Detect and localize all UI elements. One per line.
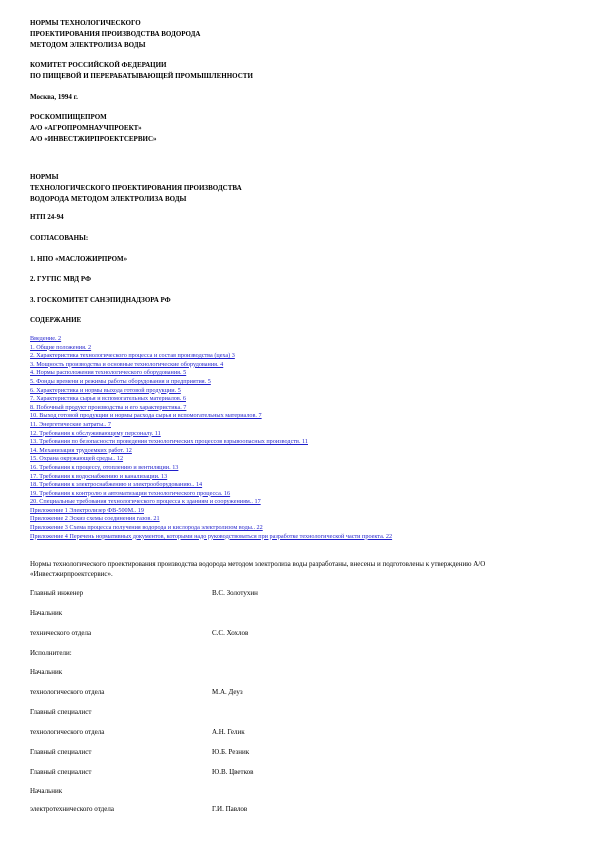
toc-link[interactable]: 8. Побочный продукт производства и его характеристика. 7 bbox=[30, 403, 187, 411]
org-line-1: РОСКОМПИЩЕПРОМ bbox=[30, 113, 107, 121]
toc-link[interactable]: 1. Общие положения. 2 bbox=[30, 343, 92, 351]
toc-link[interactable]: 16. Требования к процессу, отоплению и вентиляции. 13 bbox=[30, 463, 179, 471]
toc-link[interactable]: 4. Нормы расположения технологического оборудования. 5 bbox=[30, 369, 187, 377]
signature-row bbox=[30, 787, 62, 796]
toc-link[interactable]: 20. Специальные требования технологического процесса к зданиям и сооружениям.. 17 bbox=[30, 498, 261, 506]
agreed-heading: СОГЛАСОВАНЫ: bbox=[30, 234, 89, 242]
org-line-3: А/О «ИНВЕСТЖИРПРОЕКТСЕРВИС» bbox=[30, 135, 157, 143]
signature-role: технологического отдела bbox=[30, 688, 105, 696]
signature-row bbox=[30, 748, 250, 757]
signature-row bbox=[30, 688, 243, 697]
signature-name: В.С. Золотухин bbox=[212, 589, 258, 597]
toc-link[interactable]: 3. Мощность производства и основные технологические оборудования. 4 bbox=[30, 360, 224, 368]
intro-paragraph: Нормы технологического проектирования производства водорода методом электролиза воды разработаны, внесены и подготовлены к утверждению А/О «Инвестжирпроектсервис». bbox=[30, 560, 486, 578]
contents-heading: СОДЕРЖАНИЕ bbox=[30, 316, 82, 324]
agreed-item-3: 3. ГОСКОМИТЕТ САНЭПИДНАДЗОРА РФ bbox=[30, 296, 171, 304]
signature-name: С.С. Хохлов bbox=[212, 629, 249, 637]
signature-role: Исполнители: bbox=[30, 649, 72, 657]
signature-role: Начальник bbox=[30, 787, 63, 795]
toc-link[interactable]: 7. Характеристика сырья и вспомогательных материалов. 6 bbox=[30, 395, 186, 403]
signature-name: А.Н. Гелик bbox=[212, 728, 245, 736]
signature-name: Ю.В. Цветков bbox=[212, 768, 254, 776]
toc-link[interactable]: Приложение 3 Схема процесса получения водорода и кислорода электролизом воды.. 22 bbox=[30, 524, 263, 532]
signature-row bbox=[30, 609, 62, 618]
signature-row bbox=[30, 805, 248, 814]
title-line-2: ТЕХНОЛОГИЧЕСКОГО ПРОЕКТИРОВАНИЯ ПРОИЗВОДСТВА bbox=[30, 184, 242, 192]
toc-link[interactable]: 15. Охрана окружающей среды.. 12 bbox=[30, 455, 124, 463]
header-line-3: МЕТОДОМ ЭЛЕКТРОЛИЗА ВОДЫ bbox=[30, 41, 146, 49]
toc-link[interactable]: Введение. 2 bbox=[30, 335, 62, 342]
toc-link[interactable]: 11. Энергетические затраты.. 7 bbox=[30, 420, 111, 428]
toc-link[interactable]: 5. Фонды времени и режимы работы оборудования и предприятия. 5 bbox=[30, 377, 211, 385]
signature-role: электротехнического отдела bbox=[30, 805, 114, 813]
header-line-2: ПРОЕКТИРОВАНИЯ ПРОИЗВОДСТВА ВОДОРОДА bbox=[30, 30, 201, 38]
signature-role: Начальник bbox=[30, 609, 63, 617]
signature-row bbox=[30, 649, 72, 658]
toc-link[interactable]: 18. Требования к электроснабжению и электрооборудованию.. 14 bbox=[30, 481, 203, 489]
committee-line-1: КОМИТЕТ РОССИЙСКОЙ ФЕДЕРАЦИИ bbox=[30, 61, 167, 69]
toc-link[interactable]: 2. Характеристика технологического процесса и состав производства (цеха) 3 bbox=[30, 352, 235, 360]
signature-role: Главный инженер bbox=[30, 589, 84, 597]
toc-link[interactable]: 12. Требования к обслуживающему персоналу. 11 bbox=[30, 429, 161, 437]
toc-link[interactable]: Приложение 1 Электролизер ФВ-500М.. 19 bbox=[30, 506, 144, 514]
agreed-item-2: 2. ГУГПС МВД РФ bbox=[30, 275, 92, 283]
toc-link[interactable]: 10. Выход готовой продукции и нормы расхода сырья и вспомогательных материалов. 7 bbox=[30, 412, 262, 420]
signature-name: Г.И. Павлов bbox=[212, 805, 248, 813]
signature-role: Главный специалист bbox=[30, 768, 92, 776]
table-of-contents bbox=[30, 335, 392, 541]
org-line-2: А/О «АГРОПРОМНАУЧПРОЕКТ» bbox=[30, 124, 142, 132]
place-year: Москва, 1994 г. bbox=[30, 93, 78, 101]
toc-link[interactable]: 6. Характеристика и нормы выхода готовой продукции. 5 bbox=[30, 386, 181, 394]
signature-name: М.А. Деуз bbox=[212, 688, 243, 696]
document-code: НТП 24-94 bbox=[30, 213, 64, 221]
agreed-item-1: 1. НПО «МАСЛОЖИРПРОМ» bbox=[30, 255, 128, 263]
header-line-1: НОРМЫ ТЕХНОЛОГИЧЕСКОГО bbox=[30, 19, 141, 27]
signature-role: Главный специалист bbox=[30, 748, 92, 756]
toc-link[interactable]: Приложение 4 Перечень нормативных документов, которыми надо руководствоваться при разработке технологической части проекта. 22 bbox=[30, 532, 393, 540]
signature-row bbox=[30, 629, 249, 638]
toc-link[interactable]: 14. Механизация трудоемких работ. 12 bbox=[30, 446, 132, 454]
signature-row bbox=[30, 728, 245, 737]
toc-link[interactable]: 19. Требования к контролю и автоматизации технологического процесса. 16 bbox=[30, 489, 231, 497]
signature-row bbox=[30, 589, 258, 598]
signature-row bbox=[30, 708, 91, 717]
signature-role: технологического отдела bbox=[30, 728, 105, 736]
committee-line-2: ПО ПИЩЕВОЙ И ПЕРЕРАБАТЫВАЮЩЕЙ ПРОМЫШЛЕННОСТИ bbox=[30, 72, 253, 80]
signature-name: Ю.Б. Резник bbox=[212, 748, 250, 756]
signature-role: Главный специалист bbox=[30, 708, 92, 716]
signature-row bbox=[30, 668, 62, 677]
title-line-1: НОРМЫ bbox=[30, 173, 59, 181]
title-line-3: ВОДОРОДА МЕТОДОМ ЭЛЕКТРОЛИЗА ВОДЫ bbox=[30, 195, 187, 203]
toc-link[interactable]: Приложение 2 Эскиз схемы соединения газов. 21 bbox=[30, 515, 160, 523]
toc-link[interactable]: 17. Требования к водоснабжению и канализации. 13 bbox=[30, 472, 168, 480]
signature-role: Начальник bbox=[30, 668, 63, 676]
toc-link[interactable]: 13. Требования по безопасности проведения технологических процессов взрывоопасных производств. 11 bbox=[30, 438, 308, 446]
signature-role: технического отдела bbox=[30, 629, 92, 637]
signature-row bbox=[30, 768, 254, 777]
